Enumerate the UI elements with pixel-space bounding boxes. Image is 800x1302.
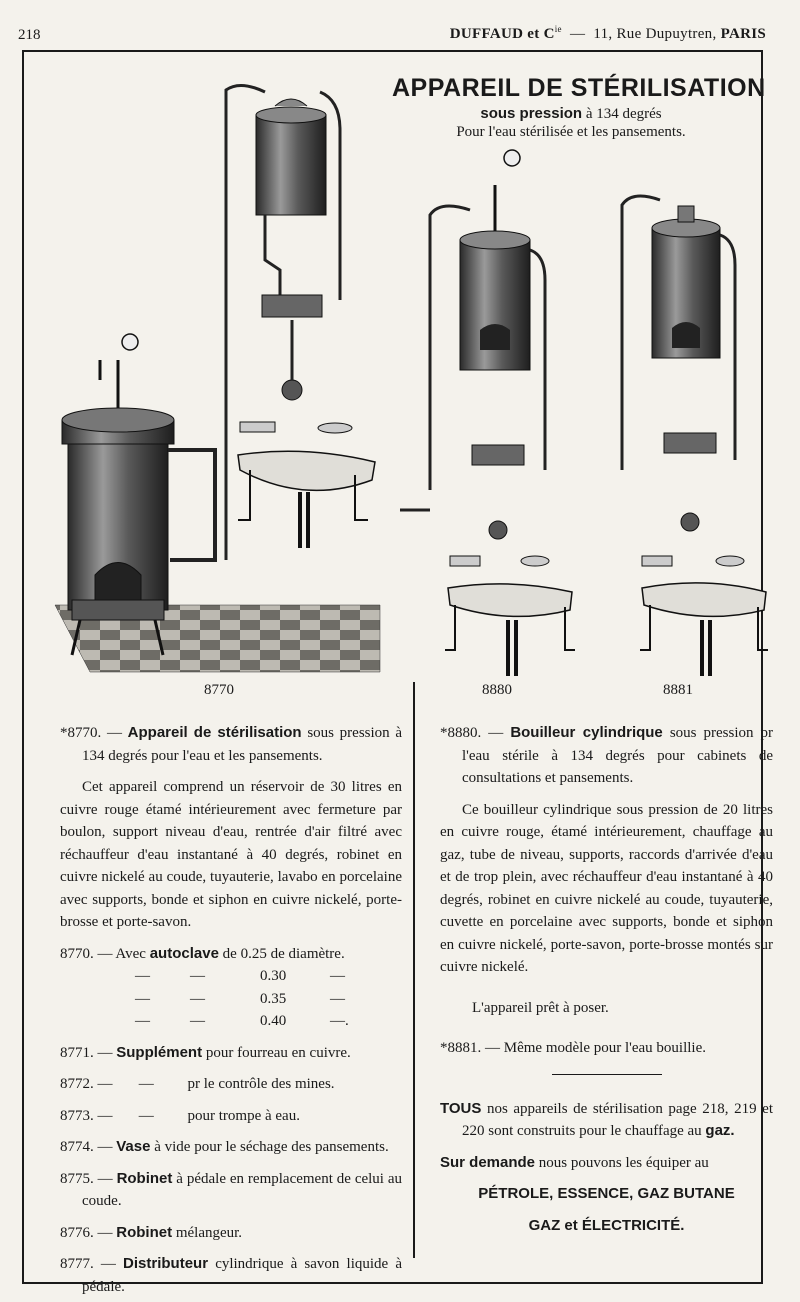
title-sub2: Pour l'eau stérilisée et les pansements. xyxy=(456,124,686,140)
size-row: — — 0.35 — xyxy=(135,990,345,1007)
size-row: — — 0.40 —. xyxy=(135,1013,349,1029)
item-8777: 8777. — Distributeur cylindrique à savon liquide à pédale. xyxy=(60,1255,403,1295)
item-8772: 8772. — — pr le contrôle des mines. xyxy=(60,1076,335,1092)
figure-label-8881: 8881 xyxy=(663,682,693,698)
item-8881: *8881. — Même modèle pour l'eau bouillie. xyxy=(440,1040,706,1056)
item-8775: 8775. — Robinet à pédale en remplacement de celui au coude. xyxy=(60,1169,403,1209)
company-address: 11, Rue Dupuytren, xyxy=(593,26,717,42)
item-8770-autoclave: 8770. — Avec autoclave de 0.25 de diamètre. xyxy=(60,944,345,962)
page-header: DUFFAUD et $C^{ie}$ — 11, Rue Dupuytren, PARIS xyxy=(449,24,766,42)
company-sup: ie xyxy=(554,24,562,34)
item-8774: 8774. — Vase à vide pour le séchage des pansements. xyxy=(60,1138,389,1155)
item-8770: *8770. — Appareil de stérilisation sous pression à 134 degrés pour l'eau et les pansements. xyxy=(60,724,403,764)
sink-8880 xyxy=(445,556,575,676)
item-8776: 8776. — Robinet mélangeur. xyxy=(60,1223,243,1241)
item-8880: *8880. — Bouilleur cylindrique sous pression pr l'eau stérile à 134 degrés pour cabinets de consultations et pansements. xyxy=(440,724,774,786)
column-divider xyxy=(413,682,415,1258)
sink-8881 xyxy=(640,556,768,676)
separator-rule xyxy=(552,1074,662,1075)
demand-note: Sur demande nous pouvons les équiper au xyxy=(440,1153,709,1171)
apparatus-illustration xyxy=(40,80,770,680)
right-column xyxy=(440,722,773,1237)
size-row: — — 0.30 — xyxy=(135,968,345,984)
page-number: 218 xyxy=(18,27,41,43)
item-8773: 8773. — — pour trompe à eau. xyxy=(60,1107,300,1124)
boiler-8881 xyxy=(622,196,735,531)
sink-8770 xyxy=(238,422,375,548)
left-column xyxy=(60,722,402,1298)
figure-label-8770: 8770 xyxy=(204,682,234,698)
desc-8770: Cet appareil comprend un réservoir de 30 litres en cuivre rouge étamé intérieurement avec fermeture par boulon, support niveau d'eau, rentrée d'air filtré avec réchauffeur d'eau instantané à 40 degrés, robinet en cuivre nickelé au coude, tuyauterie, lavabo en porcelaine avec supports, bonde et siphon en cuivre nickelé, porte-brosse et porte-savon. xyxy=(60,779,402,930)
figure-label-8880: 8880 xyxy=(482,682,512,698)
company-city: PARIS xyxy=(720,26,766,42)
desc-8880: Ce bouilleur cylindrique sous pression de 20 litres en cuivre rouge, étamé intérieurement, chauffage au gaz, tube de niveau, supports, raccords d'arrivée d'eau et de trop plein, avec réchauffeur d'eau instantané à 40 degrés, robinet en cuivre nickelé au coude, tuyauterie, cuvette en porcelaine avec supports, bonde et siphon en cuivre nickelé, porte-savon, porte-brosse montés sur cuivre nickelé. xyxy=(440,801,773,975)
fuels-line-1: PÉTROLE, ESSENCE, GAZ BUTANE xyxy=(478,1185,735,1202)
fuels-line-2: GAZ et ÉLECTRICITÉ. xyxy=(528,1216,685,1234)
title-sub: sous pression à 134 degrés xyxy=(480,105,662,122)
title-main: APPAREIL DE STÉRILISATION xyxy=(392,74,766,102)
item-8771: 8771. — Supplément pour fourreau en cuivre. xyxy=(60,1043,351,1061)
boiler-8880 xyxy=(400,150,545,539)
ready-note: L'appareil prêt à poser. xyxy=(472,999,609,1016)
gas-note: TOUS nos appareils de stérilisation page 218, 219 et 220 sont construits pour le chauffage au gaz. xyxy=(440,1099,773,1139)
company-name: DUFFAUD et C xyxy=(449,26,555,42)
